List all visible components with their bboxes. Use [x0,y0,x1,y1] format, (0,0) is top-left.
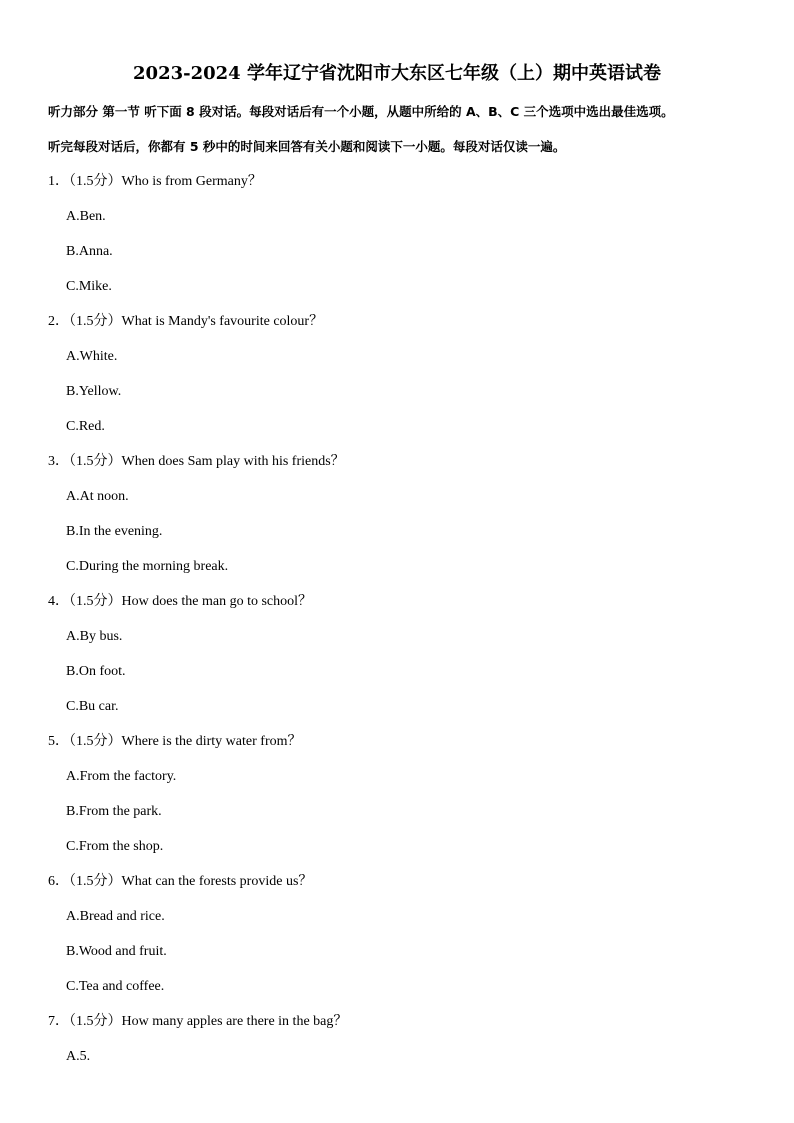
answer-option: B.From the park. [66,804,162,819]
instructions-line-2: 听完每段对话后，你都有 5 秒中的时间来回答有关小题和阅读下一小题。每段对话仅读一遍。 [48,139,566,154]
answer-option: B.Anna. [66,244,113,259]
question-number: 7． [48,1014,69,1029]
answer-option: B.Yellow. [66,384,122,399]
question-text: Where is the dirty water from？ [121,734,302,749]
question-score: （1.5分） [69,454,122,469]
answer-option: C.Tea and coffee. [66,979,165,994]
question-text: Who is from Germany？ [121,174,262,189]
question-text: What is Mandy's favourite colour？ [121,314,324,329]
question-text: How many apples are there in the bag？ [121,1014,348,1029]
question-number: 3． [48,454,69,469]
answer-option: C.Bu car. [66,699,119,714]
answer-option: A.Bread and rice. [66,909,165,924]
question-score: （1.5分） [69,314,122,329]
page-title: 2023-2024 学年辽宁省沈阳市大东区七年级（上）期中英语试卷 [133,63,661,84]
answer-option: A.From the factory. [66,769,177,784]
question-text: How does the man go to school？ [121,594,313,609]
answer-option: A.Ben. [66,209,106,224]
answer-option: C.Mike. [66,279,112,294]
answer-option: B.On foot. [66,664,126,679]
question-score: （1.5分） [69,174,122,189]
question-1 [48,172,768,207]
answer-option: B.In the evening. [66,524,163,539]
answer-option: C.During the morning break. [66,559,229,574]
question-score: （1.5分） [69,1014,122,1029]
instructions-line-1: 听力部分 第一节 听下面 8 段对话。每段对话后有一个小题，从题中所给的 A、B、C 三个选项中选出最佳选项。 [48,104,674,119]
question-list [48,172,768,1082]
question-number: 5． [48,734,69,749]
answer-option: A.5. [66,1049,91,1064]
question-number: 4． [48,594,69,609]
question-score: （1.5分） [69,734,122,749]
question-text: What can the forests provide us？ [121,874,313,889]
question-4 [48,592,768,627]
question-number: 2． [48,314,69,329]
question-number: 6． [48,874,69,889]
question-score: （1.5分） [69,874,122,889]
question-5 [48,732,768,767]
question-text: When does Sam play with his friends？ [121,454,345,469]
answer-option: A.White. [66,349,118,364]
answer-option: A.At noon. [66,489,129,504]
question-score: （1.5分） [69,594,122,609]
question-7 [48,1012,768,1047]
answer-option: C.Red. [66,419,105,434]
question-3 [48,452,768,487]
answer-option: C.From the shop. [66,839,164,854]
question-6 [48,872,768,907]
answer-option: A.By bus. [66,629,123,644]
question-number: 1． [48,174,69,189]
question-2 [48,312,768,347]
answer-option: B.Wood and fruit. [66,944,167,959]
